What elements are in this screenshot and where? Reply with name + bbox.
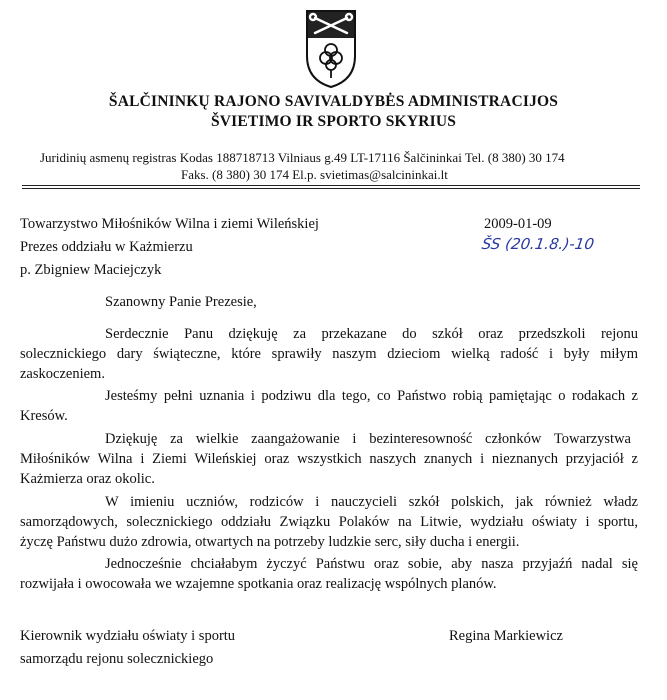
paragraph-line: życzę Państwu dużo zdrowia, otwartych na potrzeby ludzkie serc, siły ducha i energii. [20, 534, 520, 550]
paragraph-line: Dziękuję za wielkie zaangażowanie i bezinteresowność członków Towarzystwa [105, 431, 631, 447]
paragraph-line: Serdecznie Panu dziękuję za przekazane do szkół oraz przedszkoli rejonu [105, 326, 638, 342]
paragraph-line: solecznickiego dary świąteczne, które sprawiły naszym dzieciom wielką radość i były miłym [20, 346, 638, 362]
recipient-line: Prezes oddziału w Każmierzu [20, 239, 193, 255]
paragraph-line: rozwijała i owocowała we wzajemne spotkania oraz realizację wspólnych planów. [20, 576, 497, 592]
letterhead-divider-second [22, 188, 640, 189]
salutation: Szanowny Panie Prezesie, [105, 294, 257, 310]
paragraph-line: Jednocześnie chciałabym życzyć Państwu oraz sobie, aby nasza przyjaźń nadal się [105, 556, 638, 572]
contact-fax-email-line: Faks. (8 380) 30 174 El.p. svietimas@salcininkai.lt [181, 167, 448, 182]
letterhead-divider [22, 185, 640, 186]
paragraph-line: Jesteśmy pełni uznania i podziwu dla tego, co Państwo robią pamiętając o rodakach z [105, 388, 638, 404]
paragraph-line: Miłośników Wilna i Ziemi Wileńskiej oraz wszystkich naszych znanych i nieznanych przyjaciół z [20, 451, 638, 467]
signatory-title-line: samorządu rejonu solecznickiego [20, 651, 214, 667]
contact-registry-line: Juridinių asmenų registras Kodas 188718713 Vilniaus g.49 LT-17116 Šalčininkai Tel. (8 380) 30 174 [40, 150, 565, 165]
department-name: ŠVIETIMO IR SPORTO SKYRIUS [210, 113, 457, 130]
recipient-line: p. Zbigniew Maciejczyk [20, 262, 162, 278]
signatory-title-line: Kierownik wydziału oświaty i sportu [20, 628, 236, 644]
coat-of-arms-icon [304, 8, 358, 90]
handwritten-reference: ŠS (20.1.8.)-10 [480, 235, 596, 253]
paragraph-line: W imieniu uczniów, rodziców i nauczycieli szkół polskich, jak również władz [105, 494, 638, 510]
paragraph-line: Każmierza oraz okolic. [20, 471, 155, 487]
signatory-name: Regina Markiewicz [449, 628, 563, 644]
paragraph-line: zaskoczeniem. [20, 366, 105, 382]
paragraph-line: samorządowych, solecznickiego oddziału Związku Polaków na Litwie, wydziału oświaty i sportu, [20, 514, 638, 530]
organization-name: ŠALČININKŲ RAJONO SAVIVALDYBĖS ADMINISTRACIJOS [108, 93, 559, 110]
letter-date: 2009-01-09 [484, 216, 552, 232]
recipient-line: Towarzystwo Miłośników Wilna i ziemi Wileńskiej [20, 216, 319, 232]
paragraph-line: Kresów. [20, 408, 68, 424]
